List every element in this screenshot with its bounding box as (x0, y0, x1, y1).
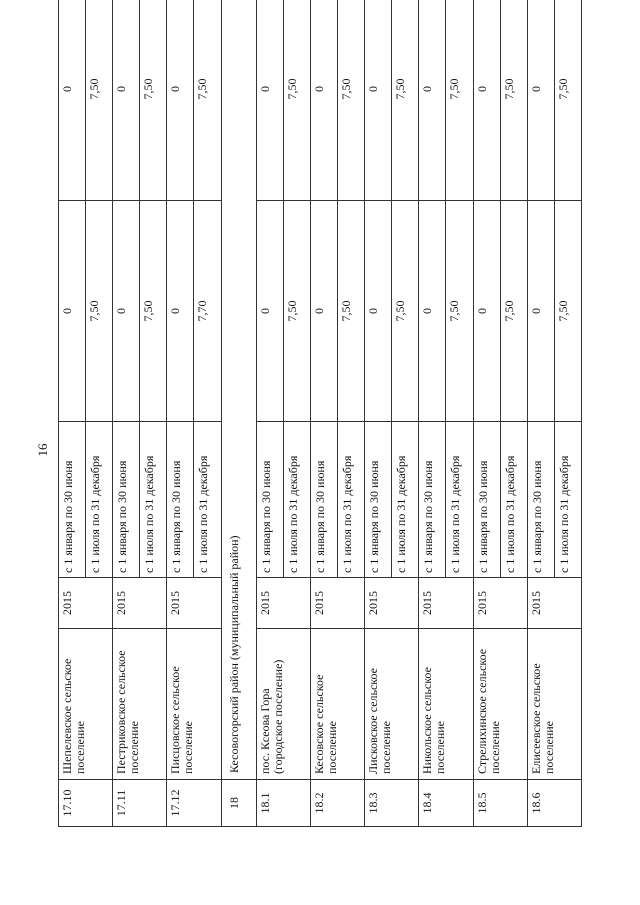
value-cell: 7,50 (283, 201, 310, 422)
period-cell: с 1 января по 30 июня (113, 422, 140, 578)
value-cell: 0 (113, 0, 140, 201)
settlement-name: Пестриковское сельское поселение (113, 629, 167, 780)
rotated-tariff-table (58, 42, 582, 827)
value-cell: 0 (310, 0, 337, 201)
period-cell: с 1 июля по 31 декабря (500, 422, 527, 578)
value-cell: 0 (365, 0, 392, 201)
value-cell: 0 (473, 201, 500, 422)
settlement-name: Лисковское сельское поселение (365, 629, 419, 780)
period-cell: с 1 июля по 31 декабря (86, 422, 113, 578)
value-cell: 7,70 (194, 201, 221, 422)
section-title: Кесовогорский район (муниципальный район) (221, 0, 256, 780)
table-row (59, 0, 86, 827)
period-cell: с 1 января по 30 июня (473, 422, 500, 578)
value-cell: 7,50 (500, 0, 527, 201)
year-cell: 2015 (256, 578, 310, 629)
value-cell: 7,50 (554, 0, 581, 201)
value-cell: 7,50 (283, 0, 310, 201)
value-cell: 7,50 (446, 201, 473, 422)
period-cell: с 1 июля по 31 декабря (194, 422, 221, 578)
value-cell: 7,50 (392, 201, 419, 422)
settlement-name: Никольское сельское поселение (419, 629, 473, 780)
section-row (221, 0, 256, 827)
value-cell: 0 (419, 201, 446, 422)
table-row (113, 0, 140, 827)
table-row (256, 0, 283, 827)
value-cell: 0 (419, 0, 446, 201)
settlement-name: Писцовское сельское поселение (167, 629, 221, 780)
value-cell: 7,50 (392, 0, 419, 201)
value-cell: 0 (527, 0, 554, 201)
value-cell: 7,50 (86, 0, 113, 201)
row-number: 17.10 (59, 780, 113, 827)
row-number: 17.11 (113, 780, 167, 827)
period-cell: с 1 июля по 31 декабря (554, 422, 581, 578)
value-cell: 0 (167, 201, 194, 422)
period-cell: с 1 июля по 31 декабря (338, 422, 365, 578)
value-cell: 0 (256, 201, 283, 422)
value-cell: 0 (310, 201, 337, 422)
value-cell: 7,50 (338, 201, 365, 422)
row-number: 18.5 (473, 780, 527, 827)
value-cell: 0 (113, 201, 140, 422)
section-number: 18 (221, 780, 256, 827)
settlement-name: Кесовское сельское поселение (310, 629, 364, 780)
row-number: 18.2 (310, 780, 364, 827)
value-cell: 0 (473, 0, 500, 201)
value-cell: 0 (59, 201, 86, 422)
row-number: 17.12 (167, 780, 221, 827)
value-cell: 7,50 (86, 201, 113, 422)
settlement-name: Шепелевское сельское поселение (59, 629, 113, 780)
row-number: 18.6 (527, 780, 581, 827)
value-cell: 7,50 (140, 201, 167, 422)
period-cell: с 1 января по 30 июня (310, 422, 337, 578)
period-cell: с 1 января по 30 июня (527, 422, 554, 578)
value-cell: 0 (365, 201, 392, 422)
year-cell: 2015 (167, 578, 221, 629)
tariff-table (58, 0, 582, 827)
table-row (527, 0, 554, 827)
period-cell: с 1 января по 30 июня (419, 422, 446, 578)
period-cell: с 1 июля по 31 декабря (446, 422, 473, 578)
value-cell: 7,50 (446, 0, 473, 201)
period-cell: с 1 января по 30 июня (256, 422, 283, 578)
period-cell: с 1 января по 30 июня (365, 422, 392, 578)
year-cell: 2015 (113, 578, 167, 629)
value-cell: 0 (256, 0, 283, 201)
table-row (419, 0, 446, 827)
value-cell: 7,50 (554, 201, 581, 422)
year-cell: 2015 (59, 578, 113, 629)
value-cell: 0 (527, 201, 554, 422)
period-cell: с 1 июля по 31 декабря (283, 422, 310, 578)
year-cell: 2015 (419, 578, 473, 629)
year-cell: 2015 (365, 578, 419, 629)
row-number: 18.1 (256, 780, 310, 827)
year-cell: 2015 (310, 578, 364, 629)
table-row (473, 0, 500, 827)
row-number: 18.4 (419, 780, 473, 827)
year-cell: 2015 (527, 578, 581, 629)
year-cell: 2015 (473, 578, 527, 629)
value-cell: 7,50 (338, 0, 365, 201)
value-cell: 0 (59, 0, 86, 201)
page-number: 16 (35, 443, 50, 457)
period-cell: с 1 января по 30 июня (167, 422, 194, 578)
value-cell: 7,50 (500, 201, 527, 422)
period-cell: с 1 июля по 31 декабря (392, 422, 419, 578)
row-number: 18.3 (365, 780, 419, 827)
settlement-name: пос. Ксеова Гора (городское поселение) (256, 629, 310, 780)
value-cell: 7,50 (194, 0, 221, 201)
table-row (310, 0, 337, 827)
value-cell: 0 (167, 0, 194, 201)
period-cell: с 1 июля по 31 декабря (140, 422, 167, 578)
settlement-name: Елисеевское сельское поселение (527, 629, 581, 780)
table-row (167, 0, 194, 827)
period-cell: с 1 января по 30 июня (59, 422, 86, 578)
table-row (365, 0, 392, 827)
value-cell: 7,50 (140, 0, 167, 201)
settlement-name: Стрелихинское сельское поселение (473, 629, 527, 780)
